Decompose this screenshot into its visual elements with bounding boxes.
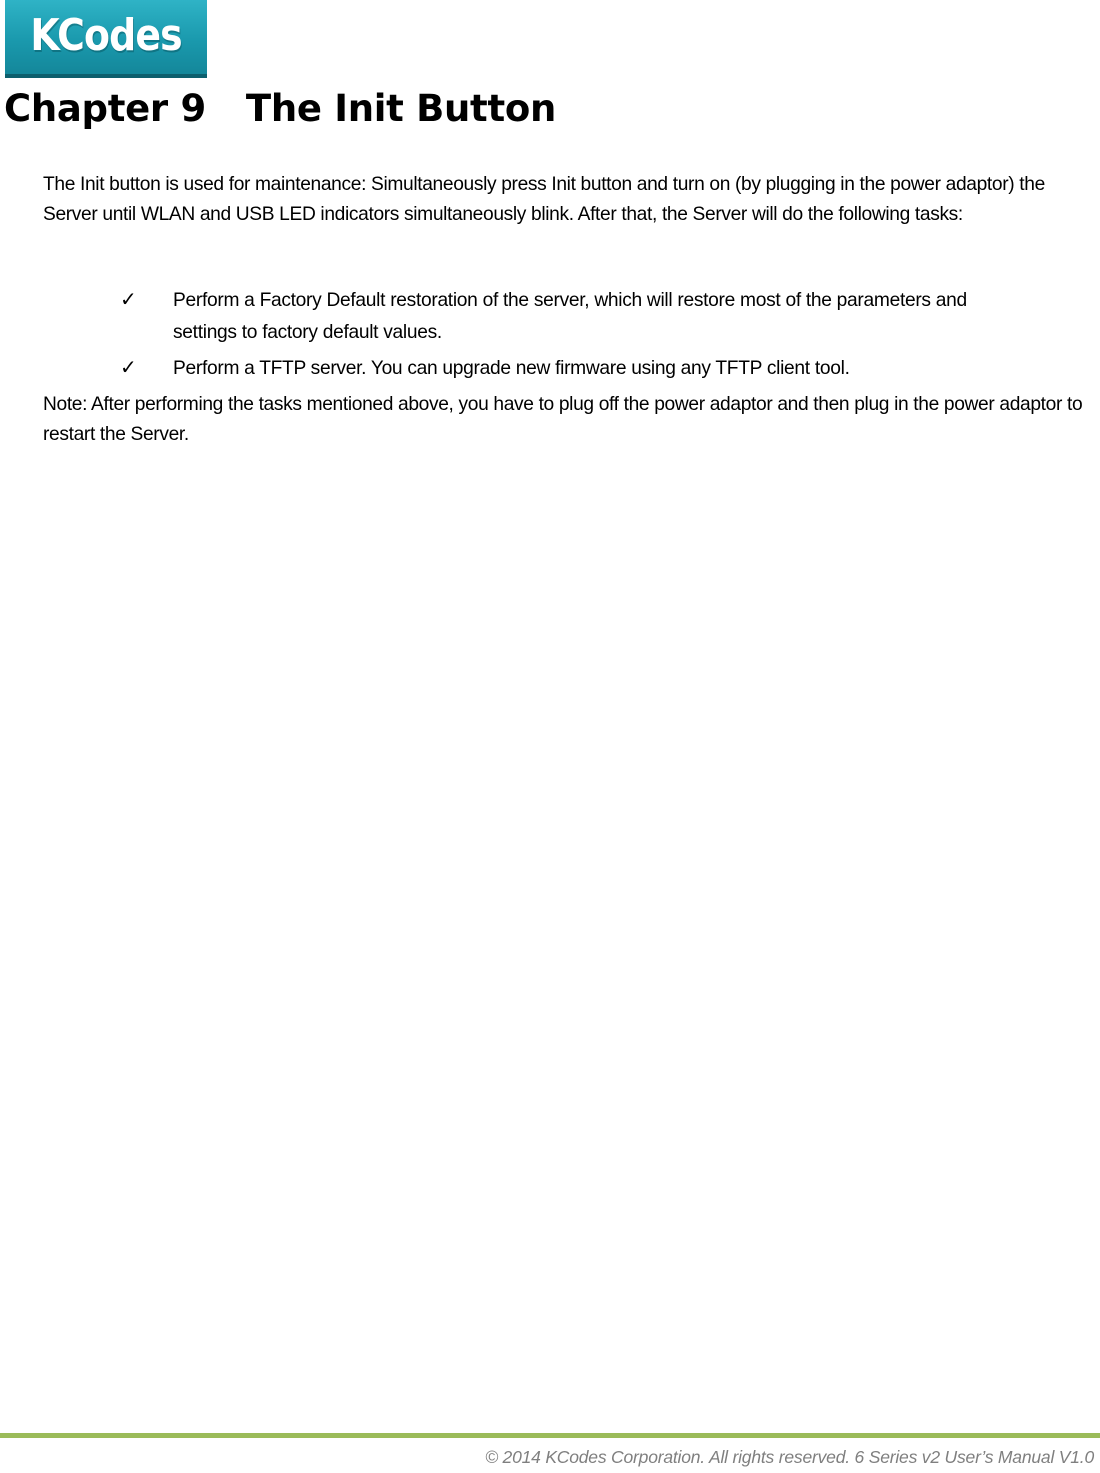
note-paragraph: Note: After performing the tasks mentioned above, you have to plug off the power adaptor and then plug in the power adaptor to restart the Server.: [43, 394, 1083, 445]
footer-divider: [0, 1433, 1100, 1438]
chapter-heading: [4, 86, 556, 132]
chapter-title: The Init Button: [245, 87, 556, 130]
chapter-number: Chapter 9: [4, 87, 206, 130]
kcodes-logo: [5, 0, 207, 78]
logo-text: KCodes: [30, 9, 182, 61]
checkmark-icon: ✓: [120, 287, 137, 311]
intro-paragraph: The Init button is used for maintenance: Simultaneously press Init button and turn on (by plugging in the power adaptor) the Server until WLAN and USB LED indicators simultaneously blink. After that, the Server will do the following tasks:: [43, 174, 1045, 225]
task-text: Perform a Factory Default restoration of the server, which will restore most of the parameters and settings to factory default values.: [173, 290, 967, 343]
checkmark-icon: ✓: [120, 355, 137, 379]
task-text: Perform a TFTP server. You can upgrade new firmware using any TFTP client tool.: [173, 358, 850, 379]
task-item: [120, 285, 1020, 349]
footer-copyright: © 2014 KCodes Corporation. All rights reserved. 6 Series v2 User’s Manual V1.0: [485, 1447, 1094, 1467]
task-item: [120, 353, 1020, 385]
